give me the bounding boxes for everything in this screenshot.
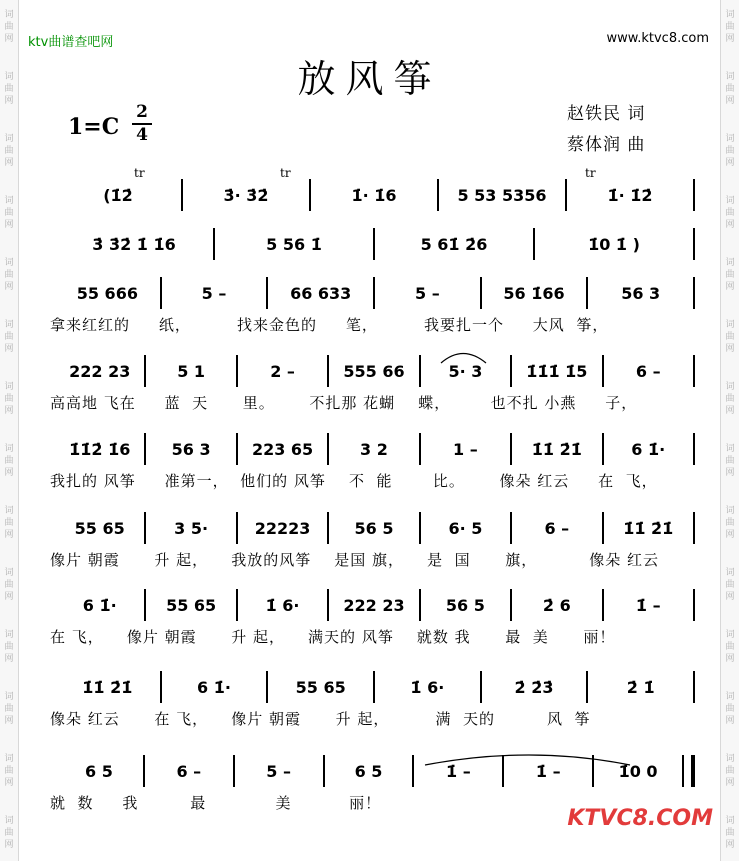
measure: 56 1̇66 xyxy=(503,283,565,303)
watermark-glyph: 曲 xyxy=(725,84,735,94)
measure: 5 53 5356 xyxy=(457,185,547,205)
measure: 1̇1̇ 2̇1̇ xyxy=(531,439,582,459)
watermark-glyph: 曲 xyxy=(4,456,14,466)
watermark-glyph: 曲 xyxy=(4,580,14,590)
watermark-glyph: 曲 xyxy=(4,642,14,652)
lyricist-credit: 赵铁民 词 xyxy=(567,104,646,124)
watermark-glyph: 词 xyxy=(725,754,735,764)
watermark-glyph: 曲 xyxy=(4,704,14,714)
measure: 1̇ 6· xyxy=(265,595,300,615)
watermark-glyph: 词 xyxy=(725,196,735,206)
barline xyxy=(693,433,695,465)
measure: 2̇ 2̇3̇ xyxy=(514,677,554,697)
measure: 1̇ – xyxy=(446,761,471,781)
measure: 1̇1̇2̇ 1̇6 xyxy=(69,439,131,459)
barline xyxy=(693,179,695,211)
watermark-glyph: 曲 xyxy=(4,22,14,32)
lyric-row: 像朵 红云 在 飞， 像片 朝霞 升 起， 满 天的 风 筝 xyxy=(50,710,591,728)
note-row xyxy=(55,756,695,786)
measure: 5 56 1̇ xyxy=(266,234,322,254)
site-url[interactable]: www.ktvc8.com xyxy=(606,31,709,46)
composer-credit: 蔡体润 曲 xyxy=(567,135,646,155)
measure: 6 – xyxy=(176,761,202,781)
barline xyxy=(693,277,695,309)
watermark-glyph: 网 xyxy=(725,530,735,540)
measure: 6 5 xyxy=(85,761,113,781)
measure: 1̇· 1̇2̇ xyxy=(607,185,653,205)
watermark-glyph: 词 xyxy=(725,692,735,702)
measure: 3̇· 3̇2̇ xyxy=(223,185,269,205)
measure: 55 65 xyxy=(166,595,217,615)
watermark-glyph: 曲 xyxy=(4,208,14,218)
watermark-glyph: 网 xyxy=(4,158,14,168)
measure: 223 65 xyxy=(251,439,314,459)
score-line xyxy=(0,590,739,650)
watermark-glyph: 词 xyxy=(725,630,735,640)
note-row xyxy=(55,180,695,210)
watermark-glyph: 词 xyxy=(4,568,14,578)
watermark-glyph: 曲 xyxy=(725,642,735,652)
watermark-glyph: 词 xyxy=(725,134,735,144)
watermark-glyph: 网 xyxy=(4,34,14,44)
watermark-glyph: 曲 xyxy=(725,208,735,218)
watermark-glyph: 曲 xyxy=(4,518,14,528)
measure: 56 5 xyxy=(445,595,485,615)
measure: 6· 5 xyxy=(448,518,483,538)
measure: (1̇2̇ xyxy=(103,185,133,205)
watermark-glyph: 网 xyxy=(4,406,14,416)
watermark-glyph: 网 xyxy=(725,592,735,602)
measure: 6 – xyxy=(544,518,570,538)
watermark-glyph: 词 xyxy=(4,816,14,826)
measure: 55 65 xyxy=(74,518,125,538)
measure: 2̇ 6 xyxy=(542,595,571,615)
watermark-glyph: 词 xyxy=(4,10,14,20)
score-line xyxy=(0,278,739,338)
key-signature: 1=C xyxy=(68,114,120,140)
trill-mark: tr xyxy=(280,166,291,180)
measure: 56 5 xyxy=(354,518,394,538)
measure: 6 5 xyxy=(354,761,383,781)
watermark-glyph: 词 xyxy=(4,320,14,330)
measure: 5 – xyxy=(201,283,227,303)
measure: 56 3 xyxy=(171,439,211,459)
watermark-glyph: 网 xyxy=(725,778,735,788)
barline xyxy=(693,355,695,387)
measure: 1 – xyxy=(453,439,478,459)
measure: 55 65 xyxy=(295,677,346,697)
watermark-glyph: 曲 xyxy=(725,456,735,466)
watermark-glyph: 网 xyxy=(725,406,735,416)
watermark-glyph: 网 xyxy=(725,34,735,44)
watermark-glyph: 曲 xyxy=(725,22,735,32)
measure: 1̇1̇1̇ 1̇5 xyxy=(526,361,588,381)
watermark-glyph: 词 xyxy=(725,816,735,826)
watermark-glyph: 网 xyxy=(4,468,14,478)
measure: 222 23 xyxy=(69,361,131,381)
barline xyxy=(693,589,695,621)
lyric-row: 拿来红红的 纸， 找来金色的 笔， 我要扎一个 大风 筝， xyxy=(50,316,609,334)
measure: 1̇1̇ 2̇1̇ xyxy=(623,518,674,538)
watermark-glyph: 词 xyxy=(4,134,14,144)
trill-mark: tr xyxy=(585,166,596,180)
measure: 222 23 xyxy=(343,595,405,615)
measure: 55 666 xyxy=(76,283,138,303)
note-row xyxy=(55,513,695,543)
measure: 2 – xyxy=(270,361,295,381)
watermark-glyph: 网 xyxy=(4,344,14,354)
site-label[interactable]: ktv曲谱查吧网 xyxy=(28,35,114,50)
measure: 1̇· 1̇6 xyxy=(351,185,397,205)
barline xyxy=(693,228,695,260)
measure: 2̇ 1̇ xyxy=(626,677,655,697)
watermark-glyph: 词 xyxy=(725,444,735,454)
measure: 6 1̇· xyxy=(82,595,117,615)
song-title: 放风筝 xyxy=(297,57,442,101)
trill-mark: tr xyxy=(134,166,145,180)
note-row xyxy=(55,356,695,386)
site-logo: KTVC8.COM xyxy=(567,806,713,831)
watermark-glyph: 网 xyxy=(725,654,735,664)
watermark-glyph: 网 xyxy=(4,716,14,726)
watermark-glyph: 词 xyxy=(4,692,14,702)
watermark-glyph: 网 xyxy=(725,282,735,292)
measure: 6 1̇· xyxy=(631,439,666,459)
watermark-glyph: 网 xyxy=(4,592,14,602)
watermark-glyph: 词 xyxy=(725,568,735,578)
watermark-glyph: 词 xyxy=(4,382,14,392)
watermark-glyph: 曲 xyxy=(725,518,735,528)
watermark-glyph: 网 xyxy=(4,654,14,664)
watermark-glyph: 词 xyxy=(4,754,14,764)
watermark-glyph: 词 xyxy=(725,72,735,82)
note-row xyxy=(55,590,695,620)
watermark-glyph: 曲 xyxy=(725,704,735,714)
watermark-glyph: 曲 xyxy=(4,146,14,156)
measure: 66 633 xyxy=(290,283,352,303)
measure: 1̇0 0 xyxy=(618,761,658,781)
watermark-glyph: 曲 xyxy=(725,828,735,838)
watermark-glyph: 曲 xyxy=(4,766,14,776)
lyric-row: 在 飞， 像片 朝霞 升 起， 满天的 风筝 就数 我 最 美 丽！ xyxy=(50,628,616,646)
measure: 1̇ – xyxy=(535,761,561,781)
time-signature-bottom: 4 xyxy=(136,125,148,145)
watermark-glyph: 网 xyxy=(4,282,14,292)
note-row xyxy=(55,434,695,464)
watermark-glyph: 词 xyxy=(725,382,735,392)
watermark-glyph: 词 xyxy=(4,258,14,268)
watermark-glyph: 曲 xyxy=(725,270,735,280)
watermark-glyph: 曲 xyxy=(4,828,14,838)
watermark-glyph: 词 xyxy=(725,258,735,268)
measure: 1̇ 6· xyxy=(410,677,445,697)
measure: 5 – xyxy=(415,283,440,303)
watermark-glyph: 网 xyxy=(4,96,14,106)
final-barline xyxy=(682,755,695,787)
watermark-glyph: 网 xyxy=(725,840,735,850)
score-line xyxy=(0,513,739,573)
lyric-row: 我扎的 风筝 准第一， 他们的 风筝 不 能 比。 像朵 红云 在 飞， xyxy=(50,472,658,490)
measure: 22223 xyxy=(254,518,311,538)
time-signature xyxy=(132,103,152,145)
watermark-glyph: 网 xyxy=(725,158,735,168)
watermark-glyph: 曲 xyxy=(725,580,735,590)
note-row xyxy=(55,229,695,259)
lyric-row: 高高地 飞在 蓝 天 里。 不扎那 花蝴 蝶， 也不扎 小燕 子， xyxy=(50,394,638,412)
score-line xyxy=(0,356,739,416)
measure: 5· 3 xyxy=(448,361,483,381)
measure: 1̇ – xyxy=(635,595,661,615)
note-row xyxy=(55,672,695,702)
watermark-glyph: 曲 xyxy=(725,766,735,776)
watermark-glyph: 曲 xyxy=(725,146,735,156)
watermark-glyph: 网 xyxy=(4,840,14,850)
watermark-glyph: 曲 xyxy=(4,332,14,342)
measure: 1̇0 1̇ ) xyxy=(588,234,640,254)
watermark-glyph: 网 xyxy=(4,220,14,230)
watermark-glyph: 网 xyxy=(725,220,735,230)
barline xyxy=(693,512,695,544)
watermark-glyph: 曲 xyxy=(725,394,735,404)
score-line xyxy=(0,434,739,494)
measure: 3 2 xyxy=(360,439,388,459)
watermark-glyph: 曲 xyxy=(4,84,14,94)
watermark-glyph: 词 xyxy=(4,506,14,516)
measure: 5 – xyxy=(266,761,291,781)
watermark-glyph: 词 xyxy=(4,630,14,640)
measure: 555 66 xyxy=(343,361,405,381)
watermark-glyph: 曲 xyxy=(725,332,735,342)
watermark-glyph: 网 xyxy=(4,778,14,788)
measure: 6 1̇· xyxy=(197,677,231,697)
watermark-glyph: 网 xyxy=(725,96,735,106)
watermark-glyph: 词 xyxy=(725,320,735,330)
measure: 1̇1̇ 2̇1̇ xyxy=(82,677,133,697)
measure: 5 61̇ 2̇6 xyxy=(420,234,488,254)
watermark-glyph: 词 xyxy=(725,10,735,20)
watermark-glyph: 网 xyxy=(4,530,14,540)
measure: 3 5· xyxy=(174,518,209,538)
note-row xyxy=(55,278,695,308)
watermark-glyph: 网 xyxy=(725,344,735,354)
lyric-row: 就 数 我 最 美 丽！ xyxy=(50,794,382,812)
watermark-glyph: 曲 xyxy=(4,394,14,404)
measure: 5 1 xyxy=(177,361,206,381)
lyric-row: 像片 朝霞 升 起， 我放的风筝 是国 旗， 是 国 旗， 像朵 红云 xyxy=(50,551,659,569)
watermark-glyph: 词 xyxy=(4,444,14,454)
time-signature-top: 2 xyxy=(136,102,148,122)
measure: 3̇ 3̇2̇ 1̇ 1̇6 xyxy=(92,234,176,254)
watermark-glyph: 词 xyxy=(4,72,14,82)
watermark-glyph: 网 xyxy=(725,468,735,478)
watermark-glyph: 词 xyxy=(725,506,735,516)
barline xyxy=(693,671,695,703)
watermark-glyph: 网 xyxy=(725,716,735,726)
measure: 6 – xyxy=(635,361,661,381)
watermark-glyph: 曲 xyxy=(4,270,14,280)
measure: 56 3 xyxy=(621,283,661,303)
watermark-glyph: 词 xyxy=(4,196,14,206)
score-line xyxy=(0,672,739,732)
